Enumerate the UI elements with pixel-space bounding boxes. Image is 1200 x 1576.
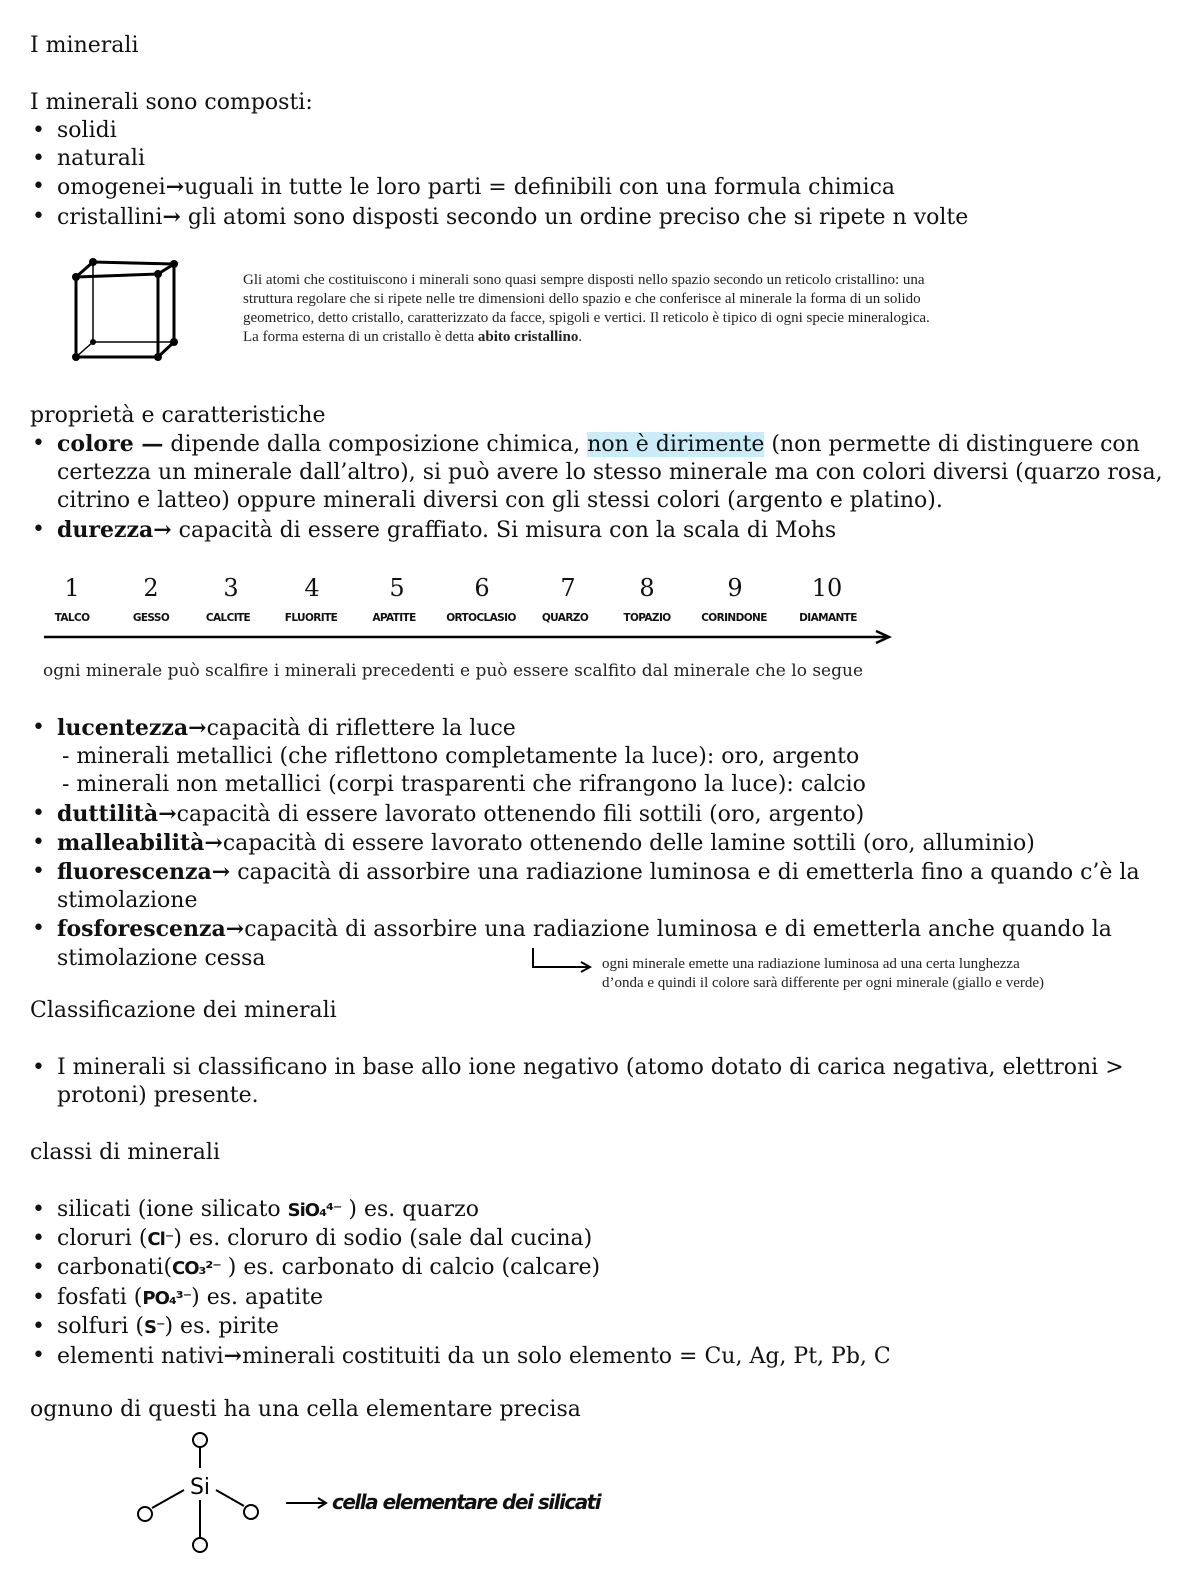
list-subitem: - minerali non metallici (corpi trasparenti che rifrangono la luce): calcio [62, 772, 866, 798]
mohs-label: APATITE [372, 612, 416, 624]
mohs-label: ORTOCLASIO [446, 612, 516, 624]
mohs-number: 8 [639, 574, 655, 602]
arrow-icon: → [188, 715, 207, 741]
mohs-label: CALCITE [205, 612, 251, 624]
arrow-icon: → [204, 829, 223, 856]
arrow-icon: → [165, 174, 185, 201]
list-item: • fosforescenza→capacità di assorbire una radiazione luminosa e di emetterla anche quando la stimolazione cessa [30, 915, 1140, 972]
mohs-number: 3 [223, 574, 239, 602]
arrow-icon: → [223, 1343, 243, 1370]
cella-heading: ognuno di questi ha una cella elementare precisa [30, 1397, 581, 1422]
classi-heading: classi di minerali [30, 1140, 220, 1165]
silicato-diagram [130, 1428, 280, 1560]
mohs-number: 6 [474, 574, 490, 602]
classificazione-list [30, 1054, 1124, 1110]
page-title: I minerali [30, 33, 139, 58]
proprieta-list-2 [30, 714, 1140, 973]
ion-formula: S⁻ [144, 1316, 165, 1338]
mohs-label: GESSO [132, 612, 170, 624]
list-item: • lucentezza→capacità di riflettere la luce [30, 714, 1140, 743]
scale-arrow [44, 628, 896, 646]
si-label: Si [189, 1475, 211, 1500]
list-item: • naturali [30, 145, 968, 173]
mohs-label: TOPAZIO [623, 612, 671, 624]
list-item: • silicati (ione silicato SiO₄⁴⁻ ) es. quarzo [30, 1196, 891, 1225]
mohs-number: 2 [143, 574, 159, 602]
proprieta-list [30, 430, 1163, 545]
arrow-icon: → [211, 859, 231, 886]
mohs-label: TALCO [54, 612, 90, 624]
proprieta-heading: proprietà e caratteristiche [30, 403, 326, 428]
arrow-icon: → [153, 516, 172, 543]
list-item: • fluorescenza→ capacità di assorbire una radiazione luminosa e di emetterla fino a quando c’è la stimolazione [30, 858, 1140, 915]
classi-list [30, 1196, 891, 1371]
arrow-icon: → [158, 800, 177, 827]
list-subitem: - minerali metallici (che riflettono completamente la luce): oro, argento [62, 744, 860, 770]
list-item: • omogenei→uguali in tutte le loro parti = definibili con una formula chimica [30, 173, 968, 202]
reticolo-note: Gli atomi che costituiscono i minerali sono quasi sempre disposti nello spazio secondo un reticolo cristallino: una struttura regolare che si ripete nelle tre dimensioni dello spazio e che conferisce al minerale la forma di un solido geometrico, detto cristallo, caratterizzato da facce, spigoli e vertici. Il reticolo è tipico di ogni specie mineralogica. La forma esterna di un cristallo è detta abito cristallino. [243, 272, 930, 345]
arrow-icon: — [133, 431, 164, 457]
mohs-number: 5 [389, 574, 405, 602]
classificazione-heading: Classificazione dei minerali [30, 998, 337, 1023]
mohs-label: FLUORITE [284, 612, 338, 624]
list-item: • fosfati (PO₄³⁻) es. apatite [30, 1284, 891, 1313]
arrow-icon: → [225, 916, 245, 943]
ion-formula: Cl⁻ [147, 1229, 174, 1251]
list-item: • duttilità→capacità di essere lavorato ottenendo fili sottili (oro, argento) [30, 800, 1140, 829]
intro-text: I minerali sono composti: [30, 90, 313, 115]
ion-formula: PO₄³⁻ [142, 1287, 192, 1309]
list-item: • carbonati(CO₃²⁻ ) es. carbonato di calcio (calcare) [30, 1254, 891, 1283]
list-item: • cloruri (Cl⁻) es. cloruro di sodio (sale dal cucina) [30, 1225, 891, 1254]
list-item: • cristallini→ gli atomi sono disposti secondo un ordine preciso che si ripete n volte [30, 203, 968, 232]
highlighted-text: non è dirimente [587, 432, 765, 457]
ion-formula: SiO₄⁴⁻ [287, 1200, 342, 1221]
mohs-label: DIAMANTE [799, 612, 857, 624]
mohs-caption: ogni minerale può scalfire i minerali precedenti e può essere scalfito dal minerale che lo segue [43, 661, 864, 681]
list-item: • solfuri (S⁻) es. pirite [30, 1313, 891, 1342]
list-item: • solidi [30, 117, 968, 145]
list-item: • colore — dipende dalla composizione chimica, non è dirimente (non permette di distinguere con certezza un minerale dall’altro), si può avere lo stesso minerale ma con colori diversi (quarzo rosa, citrino e latteo) oppure minerali diversi con gli stessi colori (argento e platino). [30, 430, 1163, 516]
mohs-number: 4 [304, 574, 320, 602]
annotation-arrow [530, 946, 596, 976]
cube-diagram [66, 252, 186, 364]
mohs-number: 9 [727, 574, 743, 602]
mohs-number: 7 [560, 574, 576, 602]
arrow-icon: → [162, 203, 181, 230]
fosforescenza-note: ogni minerale emette una radiazione luminosa ad una certa lunghezza d’onda e quindi il colore sarà differente per ogni minerale (giallo e verde) [602, 956, 1045, 991]
mohs-label: QUARZO [541, 612, 589, 624]
list-item: • elementi nativi→minerali costituiti da un solo elemento = Cu, Ag, Pt, Pb, C [30, 1342, 891, 1371]
mohs-label: CORINDONE [701, 612, 767, 624]
list-item: • I minerali si classificano in base allo ione negativo (atomo dotato di carica negativa, elettroni > protoni) presente. [30, 1054, 1124, 1110]
cella-arrow [284, 1494, 330, 1512]
ion-formula: CO₃²⁻ [172, 1258, 221, 1280]
composti-list [30, 117, 968, 232]
mohs-number: 10 [811, 574, 843, 602]
mohs-number: 1 [64, 574, 80, 602]
list-item: • malleabilità→capacità di essere lavorato ottenendo delle lamine sottili (oro, alluminio) [30, 829, 1140, 858]
list-item: • durezza→ capacità di essere graffiato. Si misura con la scala di Mohs [30, 516, 1163, 545]
cella-caption: cella elementare dei silicati [332, 1490, 601, 1514]
